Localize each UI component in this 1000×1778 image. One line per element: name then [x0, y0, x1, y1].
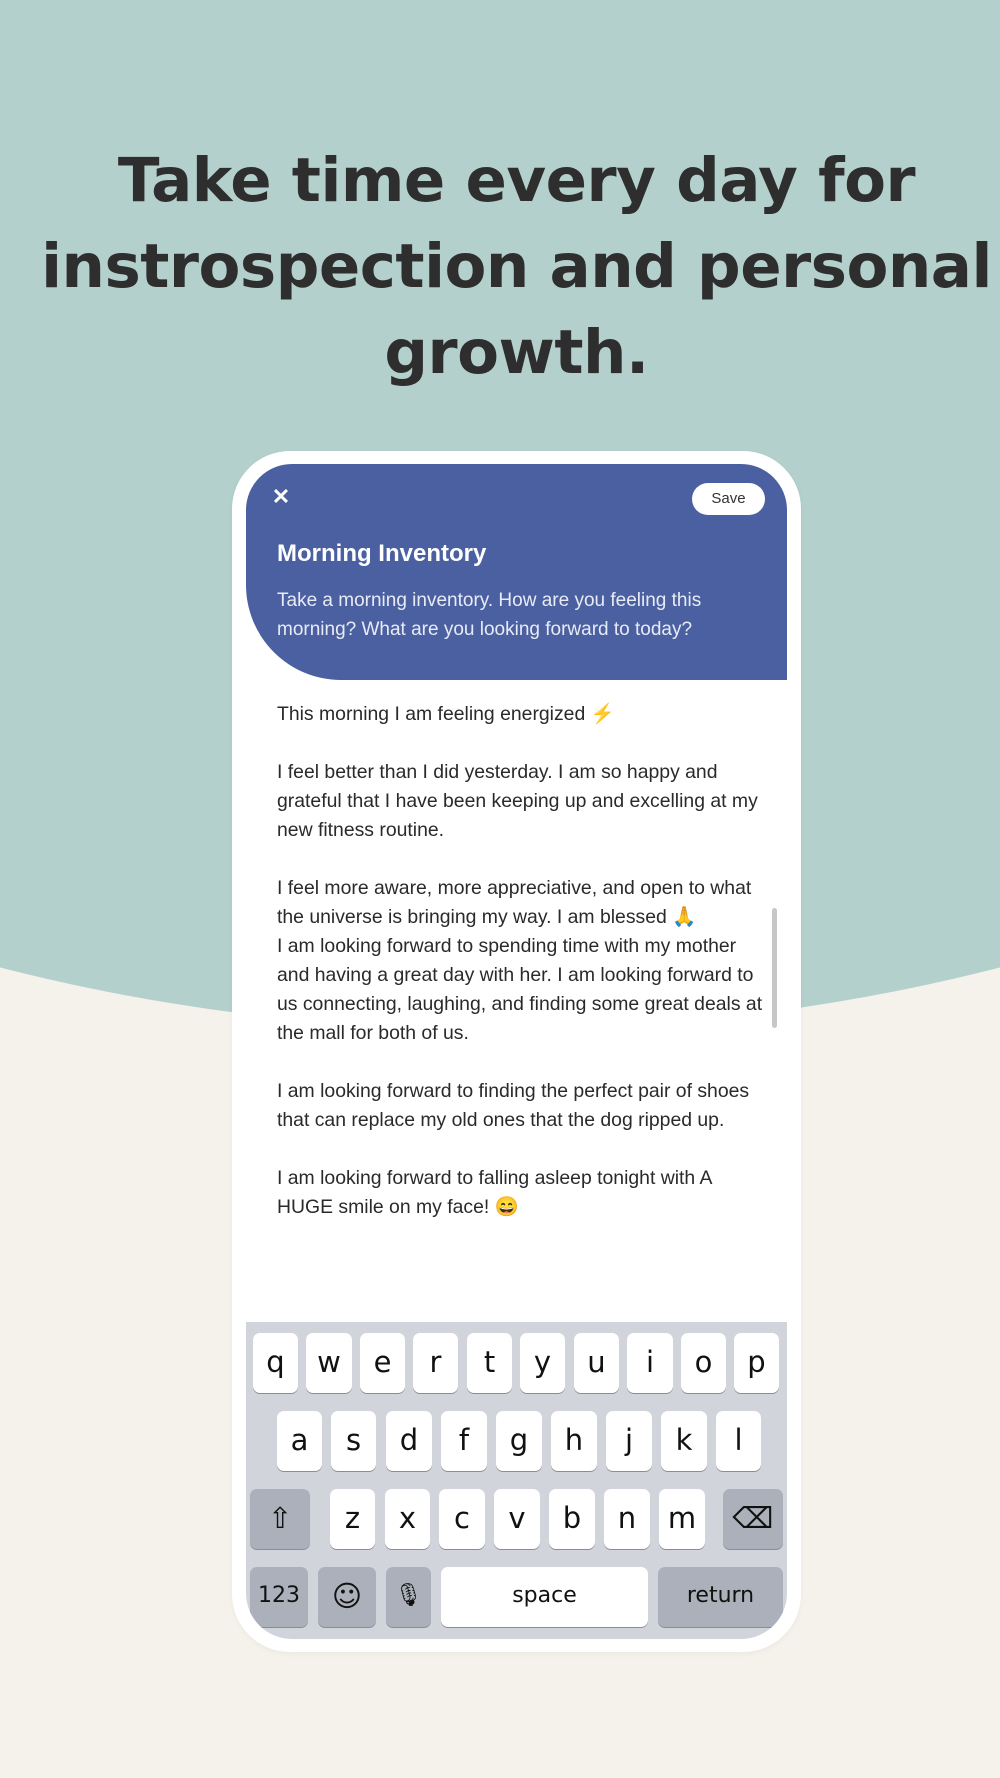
key-y[interactable]: y [520, 1333, 565, 1393]
key-b[interactable]: b [549, 1489, 595, 1549]
headline: Take time every day for instrospection and personal growth. [41, 145, 992, 388]
emoji-key[interactable]: ☺ [318, 1567, 376, 1627]
key-g[interactable]: g [496, 1411, 542, 1471]
key-z[interactable]: z [330, 1489, 375, 1549]
key-l[interactable]: l [716, 1411, 761, 1471]
entry-paragraph: I am looking forward to spending time with my mother and having a great day with her. I am looking forward to us connecting, laughing, and finding some great deals at the mall for both of us. [277, 935, 763, 1044]
key-s[interactable]: s [331, 1411, 376, 1471]
keyboard [246, 1322, 787, 1639]
journal-header [246, 464, 787, 680]
key-o[interactable]: o [681, 1333, 726, 1393]
key-w[interactable]: w [306, 1333, 352, 1393]
entry-paragraph: I feel more aware, more appreciative, and open to what the universe is bringing my way. I am blessed 🙏 [277, 877, 752, 928]
key-a[interactable]: a [277, 1411, 322, 1471]
save-button[interactable]: Save [692, 483, 765, 515]
key-n[interactable]: n [604, 1489, 650, 1549]
return-key[interactable]: return [658, 1567, 783, 1627]
entry-paragraph: I am looking forward to falling asleep tonight with A HUGE smile on my face! 😄 [277, 1167, 712, 1218]
delete-key[interactable]: ⌫ [723, 1489, 783, 1549]
key-x[interactable]: x [385, 1489, 430, 1549]
key-m[interactable]: m [659, 1489, 705, 1549]
key-j[interactable]: j [606, 1411, 652, 1471]
microphone-icon[interactable]: 🎙 [386, 1567, 431, 1627]
key-f[interactable]: f [441, 1411, 487, 1471]
close-icon[interactable]: ✕ [271, 484, 291, 509]
key-k[interactable]: k [661, 1411, 707, 1471]
phone-frame [232, 451, 801, 1652]
key-d[interactable]: d [386, 1411, 432, 1471]
space-key[interactable]: space [441, 1567, 648, 1627]
entry-title: Morning Inventory [277, 540, 487, 567]
numbers-key[interactable]: 123 [250, 1567, 308, 1627]
key-u[interactable]: u [574, 1333, 619, 1393]
key-i[interactable]: i [627, 1333, 673, 1393]
key-h[interactable]: h [551, 1411, 597, 1471]
key-r[interactable]: r [413, 1333, 458, 1393]
entry-prompt: Take a morning inventory. How are you feeling this morning? What are you looking forward to today? [277, 590, 702, 640]
key-t[interactable]: t [467, 1333, 512, 1393]
key-p[interactable]: p [734, 1333, 779, 1393]
key-v[interactable]: v [494, 1489, 540, 1549]
entry-paragraph: I am looking forward to finding the perfect pair of shoes that can replace my old ones that the dog ripped up. [277, 1080, 750, 1131]
key-q[interactable]: q [253, 1333, 298, 1393]
scrollbar[interactable] [772, 908, 777, 1028]
key-e[interactable]: e [360, 1333, 405, 1393]
phone-screen [246, 464, 787, 1639]
key-c[interactable]: c [439, 1489, 485, 1549]
shift-key[interactable]: ⇧ [250, 1489, 310, 1549]
journal-entry-text[interactable] [277, 700, 767, 1251]
entry-paragraph: This morning I am feeling energized ⚡ [277, 703, 615, 725]
entry-paragraph: I feel better than I did yesterday. I am so happy and grateful that I have been keeping up and excelling at my new fitness routine. [277, 761, 758, 841]
